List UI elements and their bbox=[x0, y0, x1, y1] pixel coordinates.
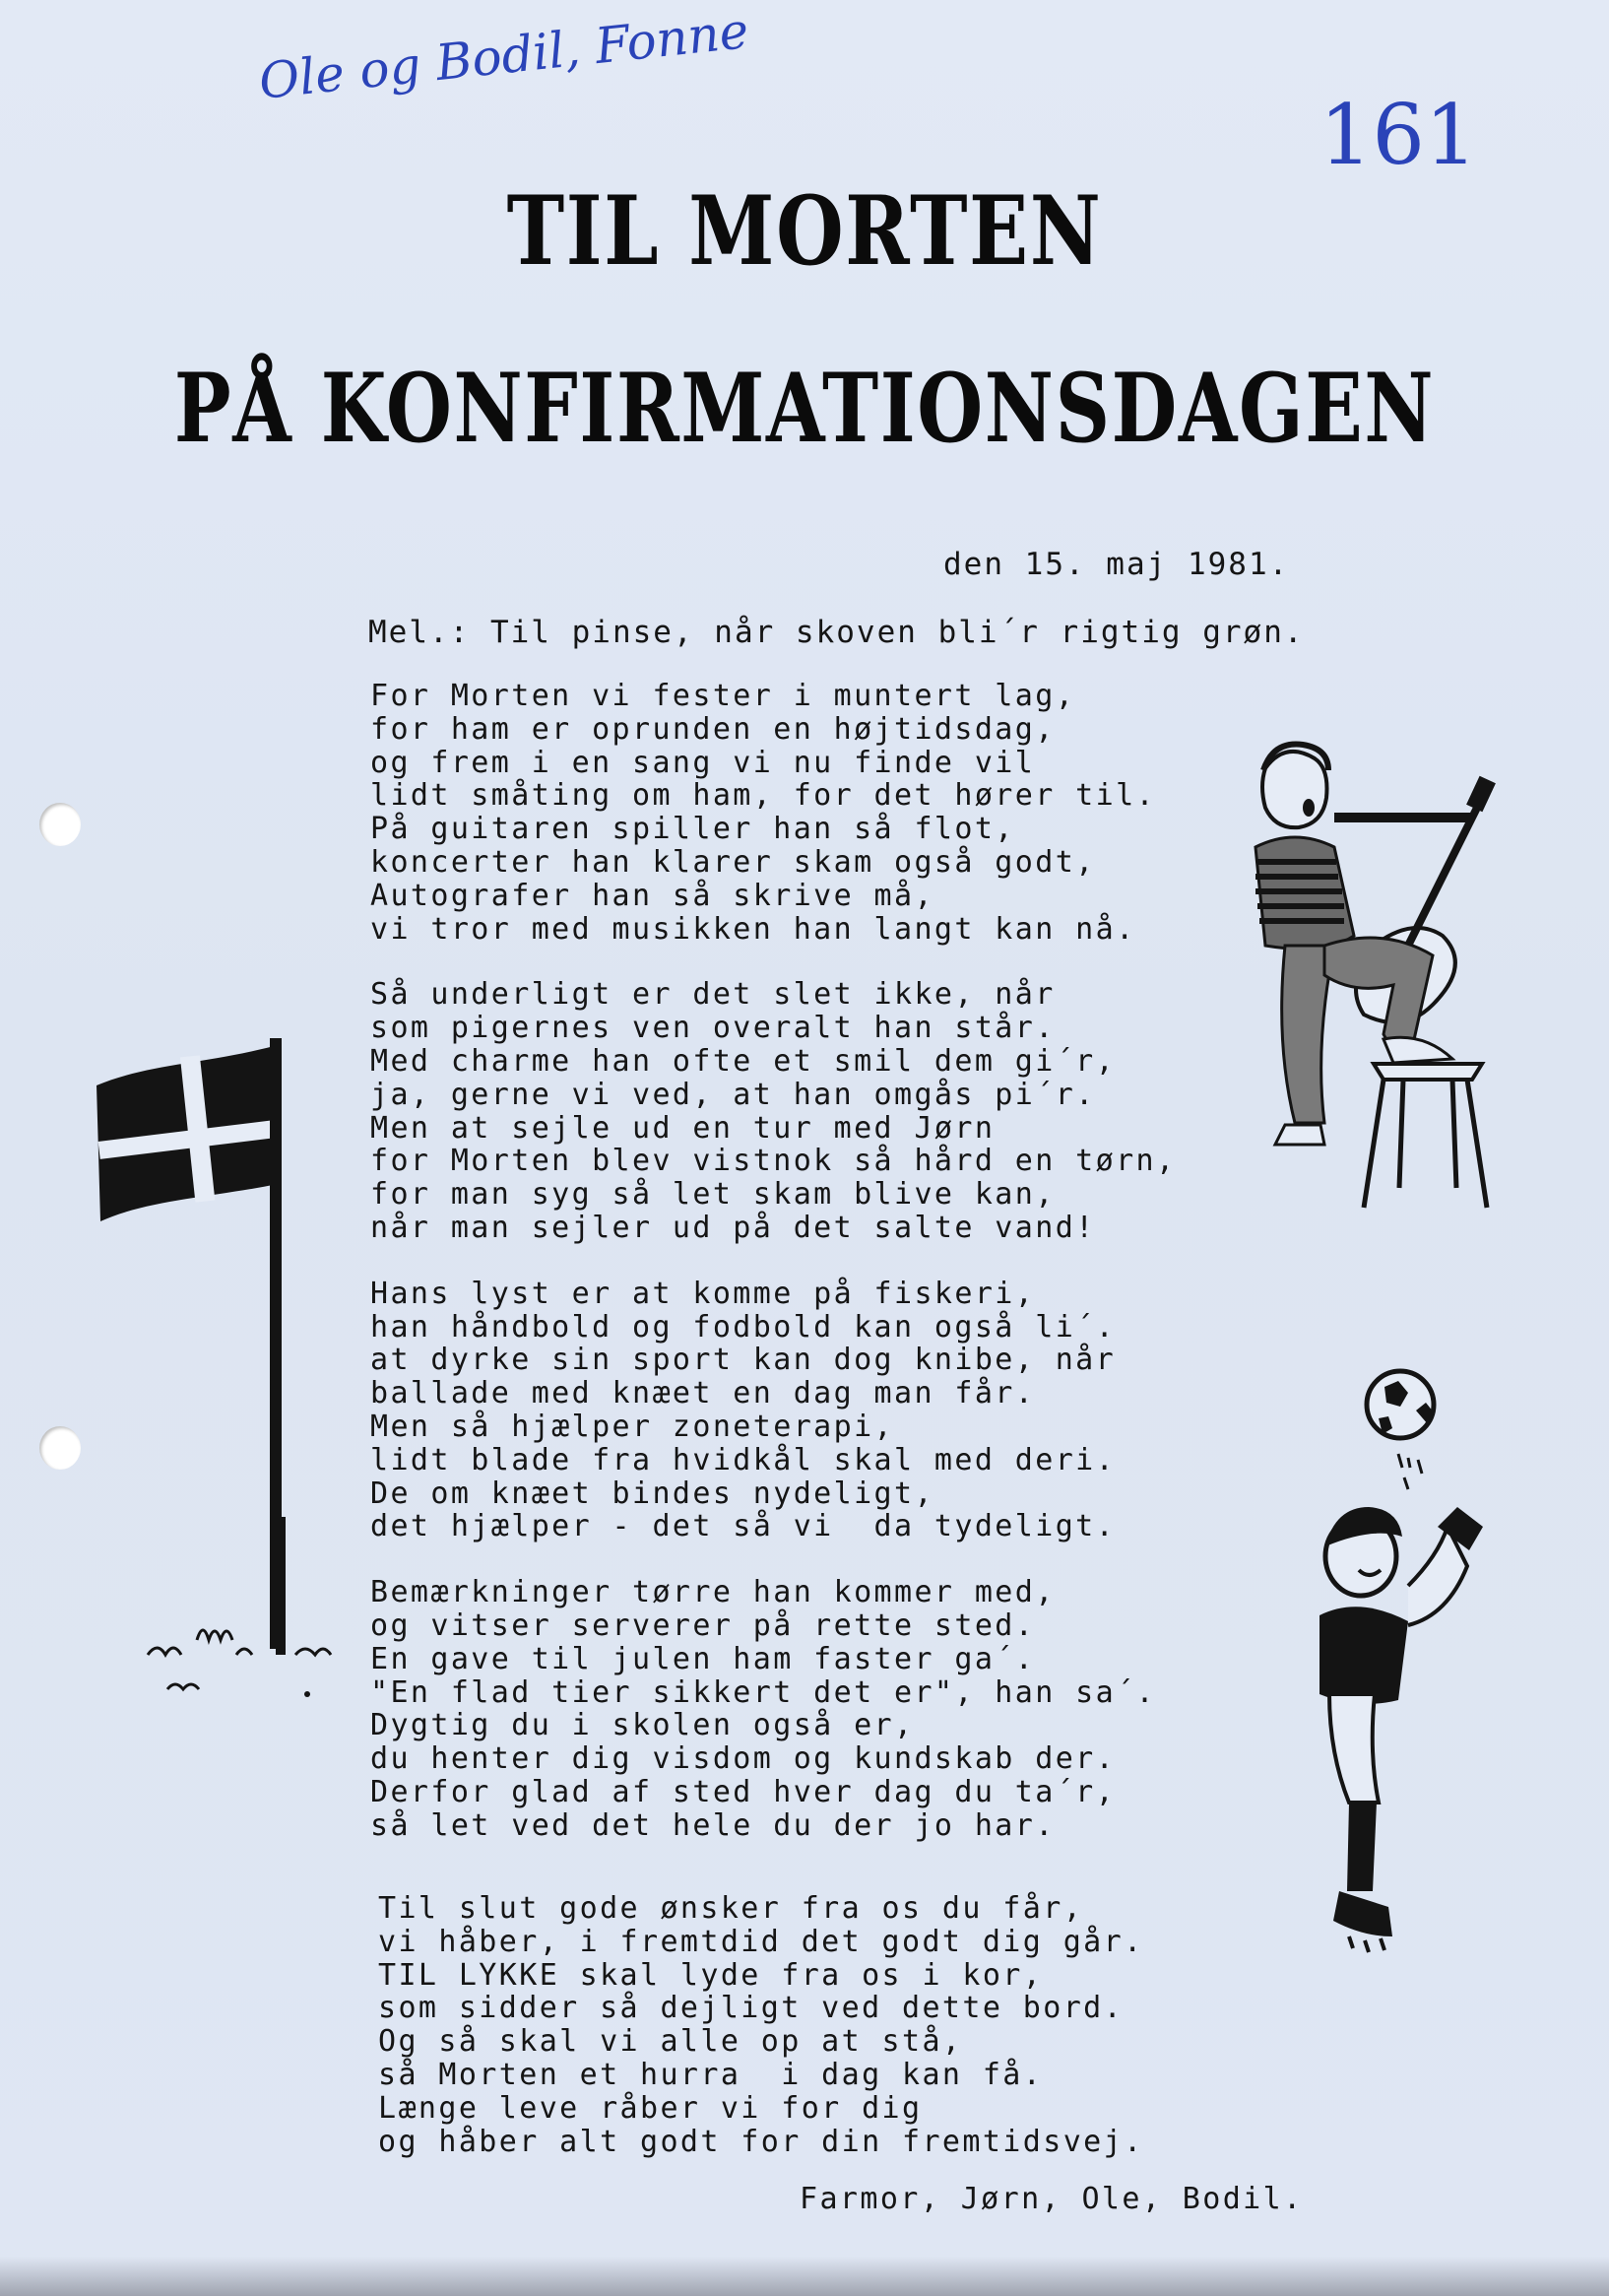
melody-line: Mel.: Til pinse, når skoven bli´r rigtig grøn. bbox=[368, 615, 1305, 650]
verse-line: Men så hjælper zoneterapi, bbox=[370, 1409, 894, 1444]
verse-line: Bemærkninger tørre han kommer med, bbox=[370, 1575, 1056, 1610]
verse-line: Hans lyst er at komme på fiskeri, bbox=[370, 1276, 1036, 1311]
verse-line: for Morten blev vistnok så hård en tørn, bbox=[370, 1144, 1177, 1179]
verse-4 bbox=[370, 1576, 1217, 1842]
verse-line: De om knæet bindes nydeligt, bbox=[370, 1476, 934, 1511]
signature: Farmor, Jørn, Ole, Bodil. bbox=[800, 2182, 1304, 2216]
verse-1 bbox=[370, 680, 1217, 946]
title-line-1: TIL MORTEN bbox=[506, 175, 1103, 287]
verse-line: så let ved det hele du der jo har. bbox=[370, 1807, 1056, 1843]
verse-line: vi tror med musikken han langt kan nå. bbox=[370, 911, 1136, 947]
verse-line: En gave til julen ham faster ga´. bbox=[370, 1641, 1036, 1676]
verse-line: vi håber, i fremtdid det godt dig går. bbox=[378, 1924, 1144, 1959]
danish-flag-illustration bbox=[89, 1024, 364, 1714]
verse-line: Længe leve råber vi for dig bbox=[378, 2090, 923, 2126]
verse-line: det hjælper - det så vi da tydeligt. bbox=[370, 1509, 1117, 1544]
verse-line: for man syg så let skam blive kan, bbox=[370, 1177, 1056, 1213]
verse-line: og frem i en sang vi nu finde vil bbox=[370, 745, 1036, 780]
verse-line: og vitser serverer på rette sted. bbox=[370, 1607, 1036, 1643]
verse-line: Til slut gode ønsker fra os du får, bbox=[378, 1891, 1084, 1926]
verse-line: Men at sejle ud en tur med Jørn bbox=[370, 1110, 996, 1146]
verse-2 bbox=[370, 978, 1217, 1244]
verse-line: at dyrke sin sport kan dog knibe, når bbox=[370, 1343, 1117, 1378]
verse-line: som sidder så dejligt ved dette bord. bbox=[378, 1991, 1125, 2026]
verse-line: Og så skal vi alle op at stå, bbox=[378, 2024, 963, 2060]
verse-line: koncerter han klarer skam også godt, bbox=[370, 844, 1096, 880]
punch-hole bbox=[39, 1426, 81, 1470]
verse-line: så Morten et hurra i dag kan få. bbox=[378, 2057, 1044, 2092]
verse-line: han håndbold og fodbold kan også li´. bbox=[370, 1309, 1117, 1345]
verse-line: Autografer han så skrive må, bbox=[370, 878, 934, 913]
verse-line: TIL LYKKE skal lyde fra os i kor, bbox=[378, 1957, 1044, 1993]
verse-line: og håber alt godt for din fremtidsvej. bbox=[378, 2124, 1144, 2159]
verse-line: ballade med knæet en dag man får. bbox=[370, 1376, 1036, 1411]
verse-line: lidt blade fra hvidkål skal med deri. bbox=[370, 1442, 1117, 1477]
verse-line: du henter dig visdom og kundskab der. bbox=[370, 1741, 1117, 1777]
punch-hole bbox=[39, 803, 81, 846]
verse-line: ja, gerne vi ved, at han omgås pi´r. bbox=[370, 1077, 1096, 1112]
boy-playing-guitar-illustration bbox=[1226, 739, 1502, 1231]
handwritten-page-number: 161 bbox=[1319, 87, 1478, 183]
verse-3 bbox=[370, 1278, 1217, 1543]
verse-line: Dygtig du i skolen også er, bbox=[370, 1708, 915, 1743]
boy-kicking-football-illustration bbox=[1290, 1359, 1487, 1980]
verse-line: for ham er oprunden en højtidsdag, bbox=[370, 711, 1056, 747]
handwritten-note: Ole og Bodil, Fonne bbox=[256, 2, 751, 110]
verse-line: som pigernes ven overalt han står. bbox=[370, 1011, 1056, 1046]
scan-edge-shadow bbox=[0, 2257, 1609, 2296]
verse-line: "En flad tier sikkert det er", han sa´. bbox=[370, 1674, 1156, 1710]
date-line: den 15. maj 1981. bbox=[943, 547, 1290, 582]
verse-line: Så underligt er det slet ikke, når bbox=[370, 977, 1056, 1013]
song-verses bbox=[370, 680, 1217, 1875]
verse-line: For Morten vi fester i muntert lag, bbox=[370, 679, 1076, 713]
verse-line: lidt småting om ham, for det hører til. bbox=[370, 778, 1156, 814]
verse-line: når man sejler ud på det salte vand! bbox=[370, 1210, 1096, 1245]
final-verse bbox=[378, 1892, 1144, 2158]
verse-line: På guitaren spiller han så flot, bbox=[370, 812, 1015, 847]
title-line-2: PÅ KONFIRMATIONSDAGEN bbox=[173, 353, 1436, 464]
verse-line: Derfor glad af sted hver dag du ta´r, bbox=[370, 1774, 1117, 1809]
verse-line: Med charme han ofte et smil dem gi´r, bbox=[370, 1043, 1117, 1079]
